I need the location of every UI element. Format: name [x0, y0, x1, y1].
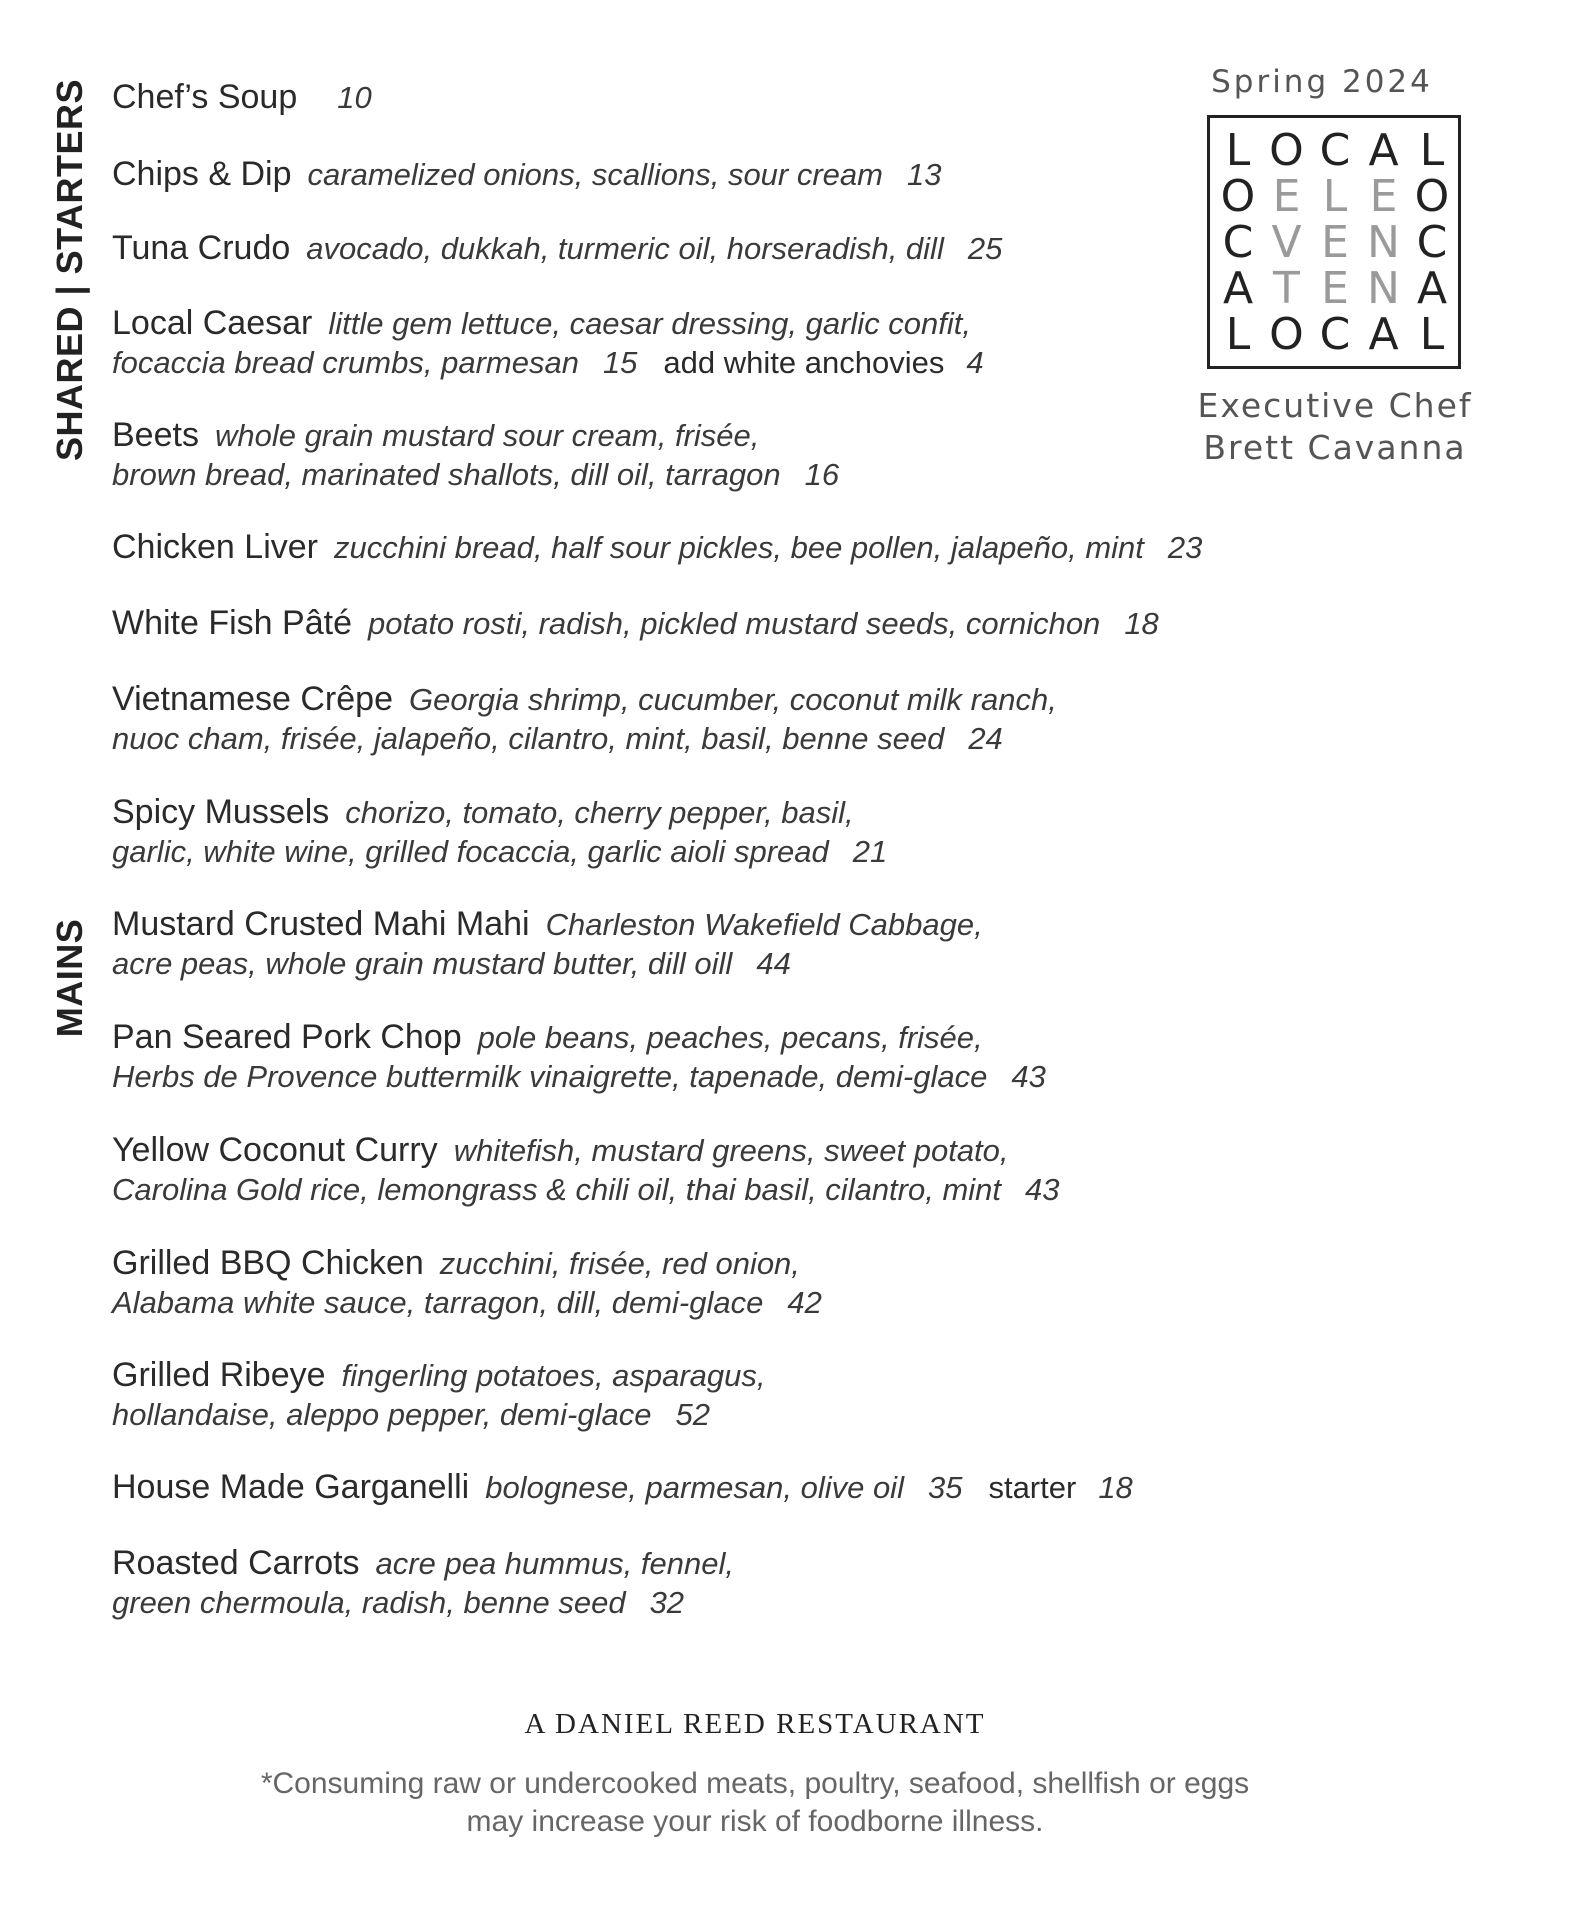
local-logo — [1207, 115, 1461, 369]
logo-letter: L — [1419, 309, 1445, 360]
menu-item — [112, 1244, 1292, 1322]
item-line-1 — [485, 1468, 904, 1506]
item-name: Chef’s Soup — [112, 78, 298, 116]
item-description: bolognese, parmesan, olive oil — [485, 1470, 904, 1505]
item-description: Charleston Wakefield Cabbage, — [545, 907, 983, 942]
logo-letter: L — [1419, 125, 1445, 176]
item-name: Grilled Ribeye — [112, 1356, 326, 1394]
logo-letter: A — [1416, 263, 1448, 314]
food-safety-disclaimer — [0, 1765, 1510, 1841]
logo-row — [1218, 309, 1452, 360]
disclaimer-line-1: *Consuming raw or undercooked meats, poultry, seafood, shellfish or eggs — [260, 1767, 1250, 1800]
item-name: Roasted Carrots — [112, 1544, 360, 1582]
item-description-cont: acre peas, whole grain mustard butter, dill oill — [112, 946, 733, 981]
logo-letter: L — [1225, 125, 1251, 176]
item-description-cont: nuoc cham, frisée, jalapeño, cilantro, mint, basil, benne seed — [112, 721, 945, 756]
chef-title: Executive Chef — [1197, 386, 1473, 425]
starters-section-label: SHARED | STARTERS — [49, 79, 90, 461]
item-price: 52 — [675, 1397, 710, 1432]
item-description: zucchini, frisée, red onion, — [439, 1246, 800, 1281]
item-name: Spicy Mussels — [112, 793, 330, 831]
item-description-cont: brown bread, marinated shallots, dill oil, tarragon — [112, 457, 781, 492]
restaurant-name: A DANIEL REED RESTAURANT — [524, 1708, 986, 1740]
item-price: 15 — [602, 345, 638, 380]
item-description: fingerling potatoes, asparagus, — [341, 1358, 766, 1393]
logo-letter: O — [1269, 125, 1304, 176]
item-price: 16 — [804, 457, 840, 492]
item-line-1 — [478, 1018, 983, 1056]
item-line-2 — [112, 343, 1292, 382]
item-line-1 — [376, 1544, 734, 1582]
item-line-1 — [440, 1244, 800, 1282]
item-line-2 — [112, 1395, 1292, 1434]
item-price: 10 — [337, 80, 372, 115]
season-label: Spring 2024 — [1211, 64, 1433, 100]
item-line-1 — [342, 1356, 766, 1394]
menu-item — [112, 1131, 1292, 1209]
item-price: 43 — [1011, 1059, 1046, 1094]
item-price: 44 — [756, 946, 791, 981]
item-line-2 — [112, 832, 1292, 871]
item-line-1 — [328, 304, 971, 342]
item-description: Georgia shrimp, cucumber, coconut milk ranch, — [408, 682, 1057, 717]
menu-item — [112, 229, 1292, 268]
item-line-1 — [368, 604, 1100, 642]
menu-item — [112, 155, 1292, 194]
item-name: Chips & Dip — [112, 155, 292, 193]
logo-letter: N — [1367, 263, 1400, 314]
item-name: Pan Seared Pork Chop — [112, 1018, 462, 1056]
item-name: Local Caesar — [112, 304, 313, 342]
item-name: Yellow Coconut Curry — [112, 1131, 438, 1169]
logo-row — [1218, 125, 1452, 176]
item-description-cont: green chermoula, radish, benne seed — [112, 1585, 626, 1620]
item-name: Beets — [112, 416, 199, 454]
logo-letter: E — [1272, 171, 1301, 222]
item-name: Grilled BBQ Chicken — [112, 1244, 424, 1282]
logo-letter: A — [1368, 309, 1399, 360]
logo-letter: E — [1321, 263, 1349, 314]
item-description: pole beans, peaches, pecans, frisée, — [477, 1020, 983, 1055]
logo-letter: C — [1416, 217, 1448, 268]
chef-credit — [1180, 385, 1490, 469]
item-description: acre pea hummus, fennel, — [375, 1546, 734, 1581]
item-price: 18 — [1124, 606, 1159, 641]
item-description-cont: Herbs de Provence buttermilk vinaigrette, tapenade, demi-glace — [112, 1059, 988, 1094]
menu-item — [112, 1468, 1292, 1507]
item-addon: starter — [988, 1470, 1077, 1505]
logo-letter: L — [1322, 171, 1348, 222]
item-description-cont: hollandaise, aleppo pepper, demi-glace — [112, 1397, 652, 1432]
item-price: 24 — [968, 721, 1003, 756]
item-name: House Made Garganelli — [112, 1468, 470, 1506]
item-line-1 — [454, 1131, 1009, 1169]
item-name: Mustard Crusted Mahi Mahi — [112, 905, 530, 943]
item-line-1 — [308, 155, 883, 193]
item-description-cont: focaccia bread crumbs, parmesan — [112, 345, 579, 380]
menu-item — [112, 528, 1292, 567]
item-description-cont: garlic, white wine, grilled focaccia, garlic aioli spread — [112, 834, 829, 869]
menu-item — [112, 1356, 1292, 1434]
menu-item — [112, 680, 1292, 758]
logo-letter: L — [1225, 309, 1251, 360]
menu-item — [112, 604, 1292, 643]
item-line-1 — [215, 416, 759, 454]
item-price: 21 — [852, 834, 888, 869]
menu-item — [112, 78, 1292, 117]
item-name: White Fish Pâté — [112, 604, 352, 642]
mains-section-label: MAINS — [49, 918, 90, 1038]
item-price: 42 — [787, 1285, 822, 1320]
item-line-2 — [112, 1170, 1292, 1209]
item-description: whole grain mustard sour cream, frisée, — [214, 418, 760, 453]
item-line-2 — [112, 1583, 1292, 1622]
menu-item — [112, 1544, 1292, 1622]
item-description: potato rosti, radish, pickled mustard seeds, cornichon — [367, 606, 1101, 641]
item-description-cont: Alabama white sauce, tarragon, dill, demi-glace — [112, 1285, 764, 1320]
item-description: zucchini bread, half sour pickles, bee pollen, jalapeño, mint — [333, 530, 1144, 565]
item-price: 35 — [927, 1470, 963, 1505]
logo-letter-grid — [1218, 125, 1452, 360]
item-line-1 — [306, 229, 944, 267]
item-price: 43 — [1025, 1172, 1060, 1207]
logo-letter: E — [1369, 171, 1398, 222]
item-line-1 — [345, 793, 853, 831]
item-addon-price: 18 — [1098, 1470, 1133, 1505]
item-line-2 — [112, 944, 1292, 983]
item-name: Chicken Liver — [112, 528, 318, 566]
item-line-2 — [112, 455, 1292, 494]
disclaimer-line-2: may increase your risk of foodborne illness. — [466, 1805, 1044, 1838]
logo-letter: V — [1271, 217, 1302, 268]
logo-letter: O — [1269, 309, 1304, 360]
item-description: little gem lettuce, caesar dressing, garlic confit, — [328, 306, 972, 341]
item-line-2 — [112, 1283, 1292, 1322]
item-description-cont: Carolina Gold rice, lemongrass & chili oil, thai basil, cilantro, mint — [112, 1172, 1002, 1207]
item-addon-price: 4 — [966, 345, 984, 380]
item-line-1 — [546, 905, 983, 943]
item-price: 25 — [967, 231, 1003, 266]
item-price: 13 — [906, 157, 942, 192]
logo-letter: A — [1368, 125, 1399, 176]
logo-letter: C — [1222, 217, 1254, 268]
chef-name: Brett Cavanna — [1203, 428, 1467, 467]
item-line-2 — [112, 1057, 1292, 1096]
menu-item — [112, 1018, 1292, 1096]
item-description: whitefish, mustard greens, sweet potato, — [453, 1133, 1009, 1168]
item-name: Tuna Crudo — [112, 229, 291, 267]
item-addon: add white anchovies — [663, 345, 945, 380]
menu-item — [112, 304, 1292, 382]
item-description: chorizo, tomato, cherry pepper, basil, — [345, 795, 854, 830]
logo-letter: E — [1321, 217, 1349, 268]
logo-letter: O — [1414, 171, 1450, 222]
logo-row — [1218, 263, 1452, 314]
item-line-1 — [409, 680, 1057, 718]
logo-letter: C — [1319, 125, 1351, 176]
menu-item — [112, 416, 1292, 494]
item-price: 23 — [1167, 530, 1203, 565]
logo-letter: C — [1319, 309, 1351, 360]
menu-item — [112, 905, 1292, 983]
logo-letter: A — [1222, 263, 1254, 314]
menu-item — [112, 793, 1292, 871]
item-description: caramelized onions, scallions, sour cream — [307, 157, 883, 192]
logo-letter: O — [1220, 171, 1256, 222]
item-description: avocado, dukkah, turmeric oil, horseradish, dill — [306, 231, 944, 266]
item-price: 32 — [649, 1585, 685, 1620]
item-line-1 — [334, 528, 1144, 566]
logo-letter: N — [1367, 217, 1400, 268]
item-name: Vietnamese Crêpe — [112, 680, 393, 718]
item-line-2 — [112, 719, 1292, 758]
logo-row — [1218, 217, 1452, 268]
logo-letter: T — [1273, 263, 1300, 314]
logo-row — [1218, 171, 1452, 222]
